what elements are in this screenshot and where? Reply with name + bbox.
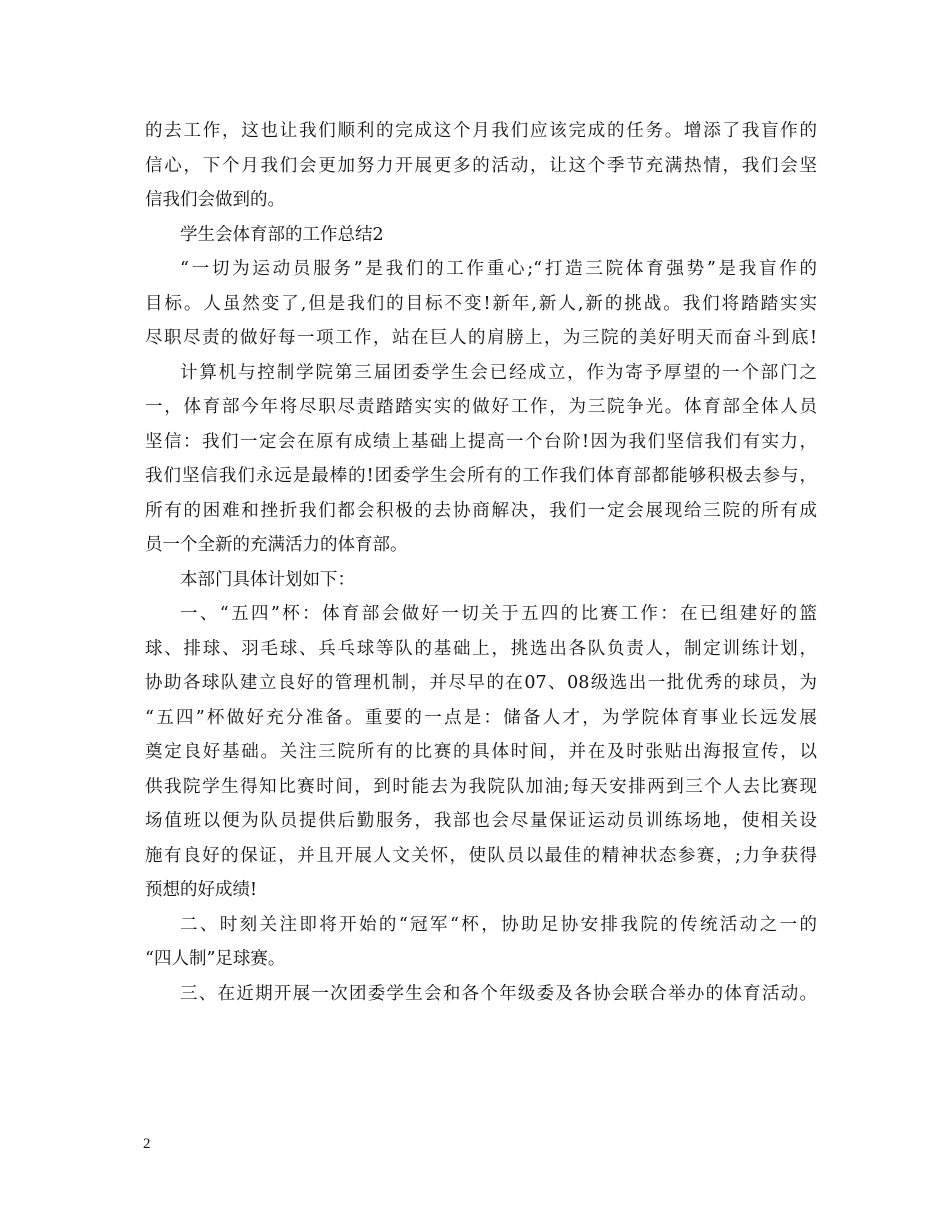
text-line: 我们坚信我们永远是最棒的!团委学生会所有的工作我们体育部都能够积极去参与， bbox=[145, 466, 817, 486]
text-line: 尽职尽责的做好每一项工作，站在巨人的肩膀上，为三院的美好明天而奋斗到底! bbox=[145, 328, 817, 348]
text-line: 三、在近期开展一次团委学生会和各个年级委及各协会联合举办的体育活动。 bbox=[180, 983, 817, 1004]
text-line: 协助各球队建立良好的管理机制，并尽早的在07、08级选出一批优秀的球员，为 bbox=[145, 673, 817, 693]
text-line: 坚信：我们一定会在原有成绩上基础上提高一个台阶!因为我们坚信我们有实力， bbox=[145, 431, 817, 452]
text-line: 二、时刻关注即将开始的“冠军“杯，协助足协安排我院的传统活动之一的 bbox=[180, 914, 817, 935]
page-number: 2 bbox=[143, 1136, 151, 1152]
text-line: 本部门具体计划如下： bbox=[180, 569, 355, 590]
document-body bbox=[145, 114, 817, 1011]
text-line: 的去工作，这也让我们顺利的完成这个月我们应该完成的任务。增添了我盲作的 bbox=[145, 121, 817, 141]
text-line: “五四”杯做好充分准备。重要的一点是：储备人才，为学院体育事业长远发展 bbox=[145, 707, 817, 728]
text-line: “四人制”足球赛。 bbox=[145, 949, 286, 969]
text-line: 信心，下个月我们会更加努力开展更多的活动，让这个季节充满热情，我们会坚 bbox=[145, 155, 817, 176]
section-heading: 学生会体育部的工作总结2 bbox=[180, 224, 384, 245]
text-line: 员一个全新的充满活力的体育部。 bbox=[145, 535, 408, 555]
text-line: 场值班以便为队员提供后勤服务，我部也会尽量保证运动员训练场地，使相关设 bbox=[145, 811, 817, 831]
text-line: 信我们会做到的。 bbox=[145, 190, 285, 210]
text-line: 计算机与控制学院第三届团委学生会已经成立，作为寄予厚望的一个部门之 bbox=[180, 362, 817, 383]
text-line: 所有的困难和挫折我们都会积极的去协商解决，我们一定会展现给三院的所有成 bbox=[145, 500, 817, 521]
text-line: 目标。人虽然变了,但是我们的目标不变!新年,新人,新的挑战。我们将踏踏实实 bbox=[145, 293, 817, 314]
text-line: 奠定良好基础。关注三院所有的比赛的具体时间，并在及时张贴出海报宣传，以 bbox=[145, 742, 817, 762]
text-line: 一，体育部今年将尽职尽责踏踏实实的做好工作，为三院争光。体育部全体人员 bbox=[145, 397, 817, 417]
text-line: 一、“五四”杯：体育部会做好一切关于五四的比赛工作：在已组建好的篮 bbox=[180, 604, 817, 624]
text-line: “一切为运动员服务”是我们的工作重心;“打造三院体育强势”是我盲作的 bbox=[180, 259, 817, 279]
text-line: 供我院学生得知比赛时间，到时能去为我院队加油;每天安排两到三个人去比赛现 bbox=[145, 776, 817, 797]
text-line: 预想的好成绩! bbox=[145, 880, 258, 900]
text-line: 球、排球、羽毛球、兵乓球等队的基础上，挑选出各队负责人，制定训练计划， bbox=[145, 638, 817, 659]
text-line: 施有良好的保证，并且开展人文关怀，使队员以最佳的精神状态参赛，;力争获得 bbox=[145, 845, 817, 866]
